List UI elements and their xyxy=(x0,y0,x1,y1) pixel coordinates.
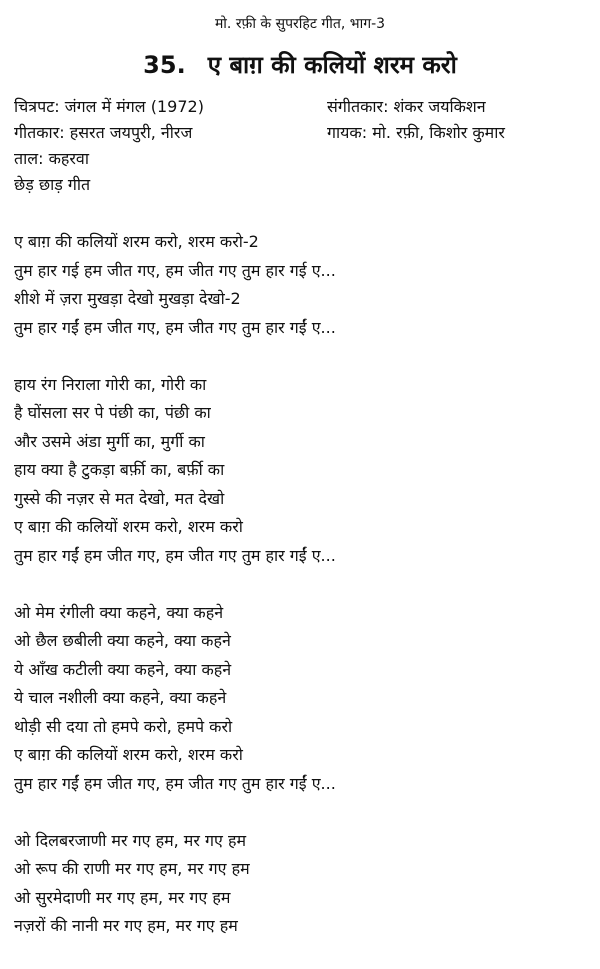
song-title xyxy=(0,48,600,81)
stanza xyxy=(14,228,594,342)
lyric-line: थोड़ी सी दया तो हमपे करो, हमपे करो xyxy=(14,716,233,736)
lyric-line: ओ दिलबरजाणी मर गए हम, मर गए हम xyxy=(14,830,247,850)
composer-info: संगीतकार: शंकर जयकिशन xyxy=(327,97,486,116)
lyric-line: और उसमे अंडा मुर्गी का, मुर्गी का xyxy=(14,431,205,451)
lyric-line: ओ मेम रंगीली क्या कहने, क्या कहने xyxy=(14,602,224,622)
stanza xyxy=(14,827,594,941)
film-info: चित्रपट: जंगल में मंगल (1972) xyxy=(14,97,204,116)
lyric-line: ए बाग़ की कलियों शरम करो, शरम करो-2 xyxy=(14,232,259,251)
lyric-line: हाय रंग निराला गोरी का, गोरी का xyxy=(14,374,207,394)
lyric-line: ओ सुरमेदाणी मर गए हम, मर गए हम xyxy=(14,887,231,907)
lyric-line: तुम हार गईं हम जीत गए, हम जीत गए तुम हार गईं ए... xyxy=(14,773,336,793)
song-title-text: ए बाग़ की कलियों शरम करो xyxy=(207,51,457,79)
lyric-line: नज़रों की नानी मर गए हम, मर गए हम xyxy=(14,916,238,935)
lyric-line: ओ छैल छबीली क्या कहने, क्या कहने xyxy=(14,631,231,650)
lyric-line: तुम हार गईं हम जीत गए, हम जीत गए तुम हार गईं ए... xyxy=(14,317,336,337)
lyric-line: शीशे में ज़रा मुखड़ा देखो मुखड़ा देखो-2 xyxy=(14,289,241,308)
lyric-line: है घोंसला सर पे पंछी का, पंछी का xyxy=(14,403,211,422)
song-type: छेड़ छाड़ गीत xyxy=(14,175,91,194)
lyricist-info: गीतकार: हसरत जयपुरी, नीरज xyxy=(14,123,193,142)
stanza xyxy=(14,599,594,799)
lyric-line: तुम हार गई हम जीत गए, हम जीत गए तुम हार गई ए... xyxy=(14,260,336,280)
stanza xyxy=(14,371,594,571)
lyric-line: ये आँख कटीली क्या कहने, क्या कहने xyxy=(14,659,232,679)
lyric-line: ओ रूप की राणी मर गए हम, मर गए हम xyxy=(14,859,250,878)
lyric-line: ये चाल नशीली क्या कहने, क्या कहने xyxy=(14,688,227,707)
lyrics-body xyxy=(14,228,594,969)
lyric-line: तुम हार गईं हम जीत गए, हम जीत गए तुम हार गईं ए... xyxy=(14,545,336,565)
lyric-line: हाय क्या है टुकड़ा बर्फ़ी का, बर्फ़ी का xyxy=(14,460,225,479)
taal-info: ताल: कहरवा xyxy=(14,149,89,168)
lyric-line: ए बाग़ की कलियों शरम करो, शरम करो xyxy=(14,517,243,536)
lyric-line: गुस्से की नज़र से मत देखो, मत देखो xyxy=(14,488,225,508)
singer-info: गायक: मो. रफ़ी, किशोर कुमार xyxy=(327,123,505,142)
book-header: मो. रफ़ी के सुपरहिट गीत, भाग-3 xyxy=(214,16,386,32)
song-number: 35. xyxy=(143,51,186,79)
lyric-line: ए बाग़ की कलियों शरम करो, शरम करो xyxy=(14,745,243,764)
